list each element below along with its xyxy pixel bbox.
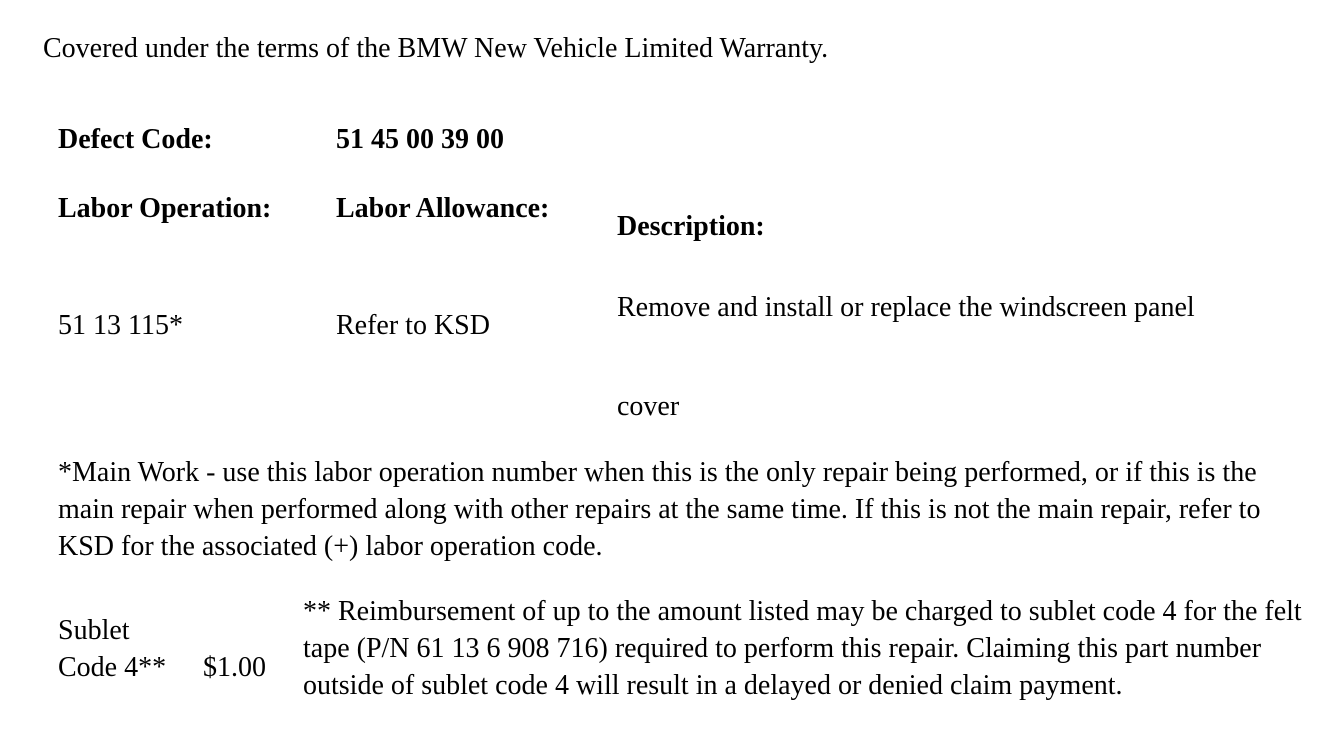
sublet-code-label: Sublet Code 4** [58,615,167,683]
description-header: Description: [617,211,765,242]
main-work-footnote: *Main Work - use this labor operation number when this is the only repair being performed, or if this is the main repair when performed along with other repairs at the same time. If this is not the main repair, refer to KSD for the associated (+) labor operation code. [58,457,1261,562]
defect-code-value: 51 45 00 39 00 [336,124,504,155]
labor-allowance-header: Labor Allowance: [336,193,550,224]
labor-allowance-cell: Refer to KSD [336,310,490,341]
labor-operation-header: Labor Operation: [58,193,272,224]
description-cell-continuation: cover [617,391,680,422]
sublet-amount: $1.00 [203,652,266,683]
labor-operation-cell: 51 13 115* [58,310,183,341]
description-cell: Remove and install or replace the windscreen panel [617,292,1195,323]
sublet-reimbursement-note: ** Reimbursement of up to the amount listed may be charged to sublet code 4 for the felt tape (P/N 61 13 6 908 716) required to perform this repair. Claiming this part number outside of sublet code 4 will result in a delayed or denied claim payment. [303,596,1302,701]
warranty-coverage-text: Covered under the terms of the BMW New Vehicle Limited Warranty. [43,33,829,64]
defect-code-label: Defect Code: [58,124,213,155]
